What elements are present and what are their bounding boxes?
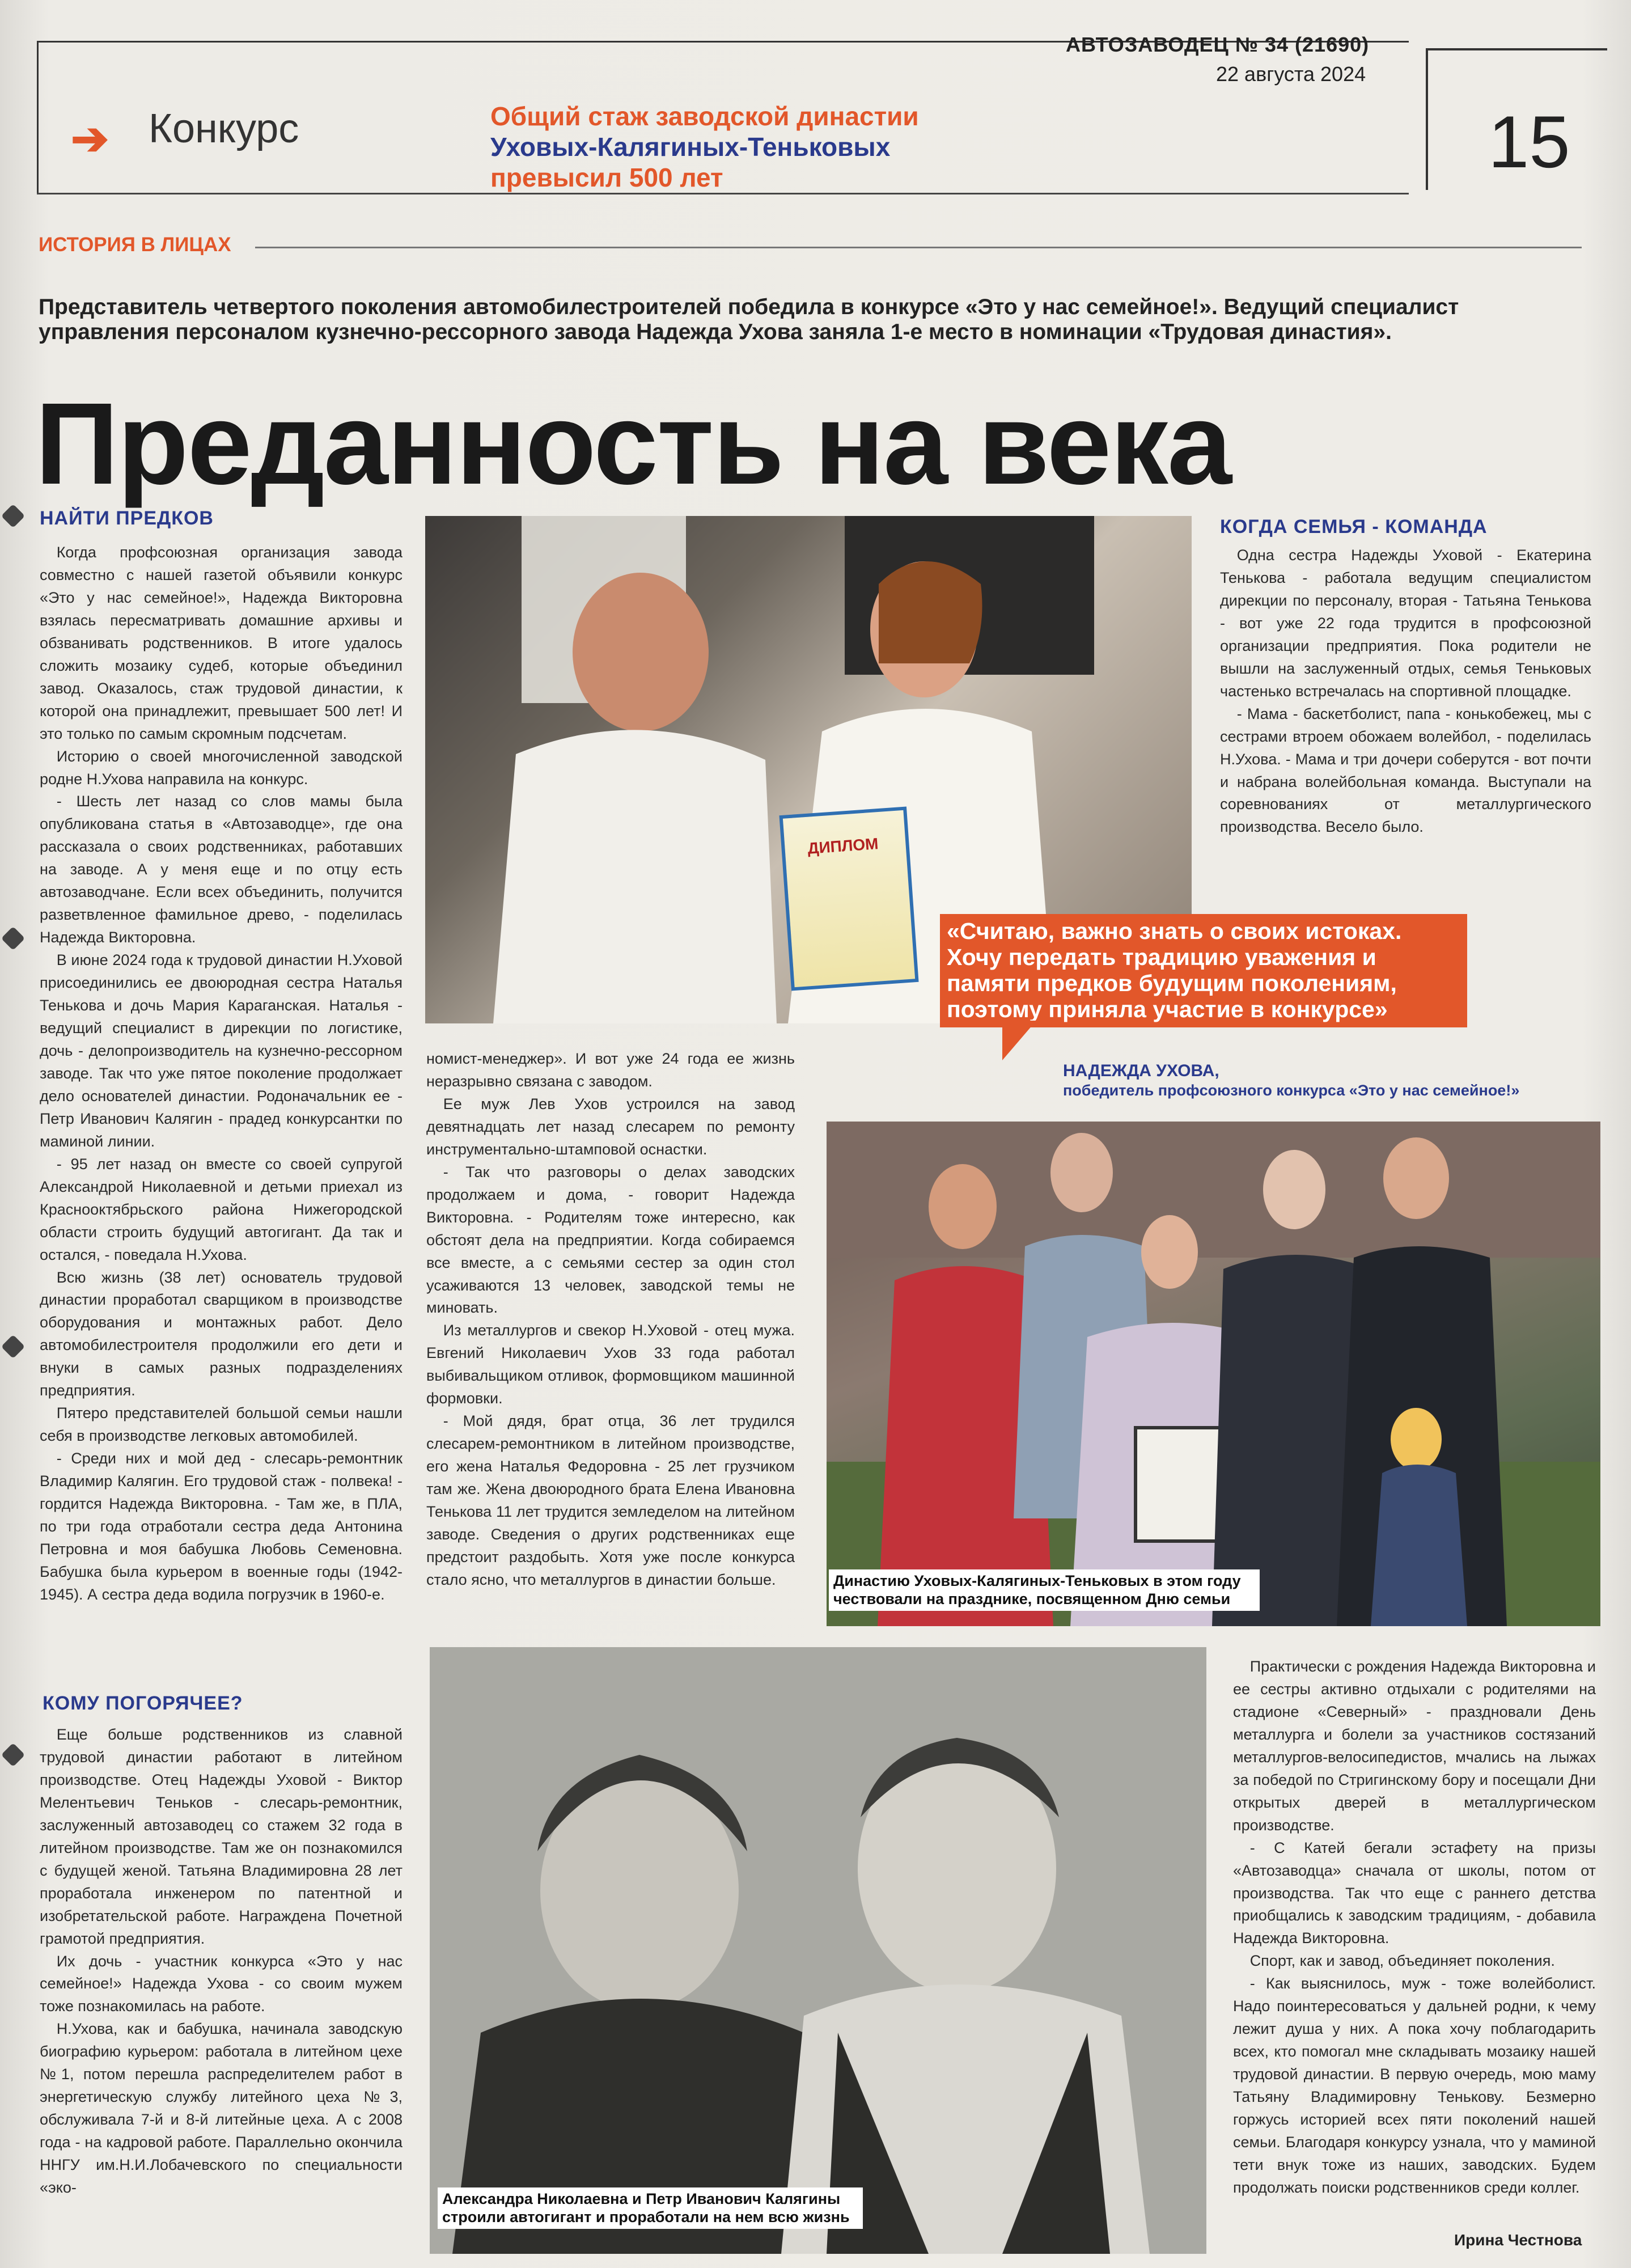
page-number: 15 bbox=[1488, 100, 1570, 183]
article-lead: Представитель четвертого поколения автомобилестроителей победила в конкурсе «Это у нас семейное!». Ведущий специалист управления персоналом кузнечно-рессорного завода Надежда Ухова заняла 1-е место в номинации «Трудовая династия». bbox=[39, 295, 1459, 345]
column-right bbox=[1220, 544, 1591, 839]
column-bottom-left bbox=[40, 1724, 403, 2199]
author-signature: Ирина Честнова bbox=[1454, 2231, 1582, 2249]
pull-quote: «Считаю, важно знать о своих истоках. Хочу передать традицию уважения и памяти предков будущим поколениям, поэтому приняла участие в конкурсе» bbox=[940, 914, 1467, 1027]
paragraph: Всю жизнь (38 лет) основатель трудовой династии проработал сварщиком в производстве оборудования и монтажных работ. Дело автомобилестроителя продолжили его дети и внуки в самых разных подразделениях предприятия. bbox=[40, 1268, 403, 1399]
archival-photo-illustration bbox=[430, 1647, 1206, 2254]
margin-bullet-icon bbox=[1, 1743, 25, 1767]
issue-number: АВТОЗАВОДЕЦ № 34 (21690) bbox=[1066, 33, 1370, 56]
paragraph: Практически с рождения Надежда Викторовна и ее сестры активно отдыхали с родителями на стадионе «Северный» - праздновали День металлурга и болели за участников состязаний металлургов-велосипедистов, мчались на лыжах за победой по Стригинскому бору и посещали Дни открытых дверей в металлургическом производстве. bbox=[1233, 1658, 1596, 1834]
column-middle bbox=[426, 1048, 795, 1592]
margin-bullet-icon bbox=[1, 504, 25, 528]
subhead-who-hotter: КОМУ ПОГОРЯЧЕЕ? bbox=[43, 1692, 243, 1714]
paragraph: - Как выяснилось, муж - тоже волейболист. Надо поинтересоваться у дальней родни, к чему лежит душа у них. А пока хочу поблагодарить всех, кто помогал мне складывать мозаику нашей трудовой династии. В первую очередь, мою маму Татьяну Владимировну Тенькову. Безмерно горжусь историей всех пяти поколений нашей семьи. Благодаря конкурсу узнала, что у маминой тети внук тоже из наших, заводских. Будем продолжать поиски родственников среди коллег. bbox=[1233, 1975, 1596, 2196]
paragraph: Из металлургов и свекор Н.Уховой - отец мужа. Евгений Николаевич Ухов 33 года работал выбивальщиком отливок, формовщиком машинной формовки. bbox=[426, 1322, 795, 1407]
column-bottom-right bbox=[1233, 1656, 1596, 2199]
arrow-right-icon: ➔ bbox=[71, 113, 109, 164]
quote-author: НАДЕЖДА УХОВА, bbox=[1063, 1061, 1219, 1080]
paragraph: - 95 лет назад он вместе со своей супругой Александрой Николаевной и детьми приехал из Краснооктябрьского района Нижегородской области строить будущий автогигант. Да так и остался, - поведала Н.Ухова. bbox=[40, 1155, 403, 1263]
quote-role: победитель профсоюзного конкурса «Это у нас семейное!» bbox=[1063, 1082, 1520, 1099]
article-title: Преданность на века bbox=[35, 379, 1231, 509]
diploma-label: ДИПЛОМ bbox=[807, 835, 879, 857]
paragraph: Спорт, как и завод, объединяет поколения. bbox=[1249, 1952, 1555, 1970]
column-left bbox=[40, 541, 403, 1606]
caption-archival-photo: Александра Николаевна и Петр Иванович Калягины строили автогигант и проработали на нем всю жизнь bbox=[438, 2187, 863, 2229]
header-headline-line-1: Общий стаж заводской династии bbox=[490, 101, 919, 131]
diploma-certificate bbox=[779, 807, 918, 991]
paragraph: номист-менеджер». И вот уже 24 года ее жизнь неразрывно связана с заводом. bbox=[426, 1050, 795, 1090]
paragraph: Пятеро представителей большой семьи нашли себя в производстве легковых автомобилей. bbox=[40, 1404, 403, 1445]
section-rule bbox=[255, 247, 1582, 248]
margin-bullet-icon bbox=[1, 1335, 25, 1359]
paragraph: - Мама - баскетболист, папа - конькобежец, мы с сестрами втроем обожаем волейбол, - поделилась Н.Ухова. - Мама и три дочери соберутся - вот почти и набрана волейбольная команда. Выступали на соревнованиях от металлургического производства. Весело было. bbox=[1220, 705, 1591, 836]
masthead-left-rule bbox=[37, 41, 39, 194]
paragraph: Их дочь - участник конкурса «Это у нас семейное!» Надежда Ухова - со своим мужем тоже познакомилась на работе. bbox=[40, 1952, 403, 2015]
section-tag: ИСТОРИЯ В ЛИЦАХ bbox=[39, 234, 231, 256]
paragraph: - Среди них и мой дед - слесарь-ремонтник Владимир Калягин. Его трудовой стаж - полвека! - гордится Надежда Викторовна. - Там же, в ПЛА, по три года отработали сестра деда Антонина Петровна и моя бабушка Любовь Семеновна. Бабушка была курьером в военные годы (1942-1945). А сестра деда водила погрузчик в 1960-е. bbox=[40, 1450, 403, 1603]
subhead-find-ancestors: НАЙТИ ПРЕДКОВ bbox=[40, 507, 214, 529]
rubric-label: Конкурс bbox=[149, 106, 299, 151]
caption-family-photo: Династию Уховых-Калягиных-Теньковых в этом году чествовали на празднике, посвященном Дню семьи bbox=[829, 1569, 1260, 1611]
photo-family-day bbox=[827, 1122, 1600, 1626]
margin-bullet-icon bbox=[1, 926, 25, 950]
paragraph: Когда профсоюзная организация завода совместно с нашей газетой объявили конкурс «Это у нас семейное!», Надежда Викторовна взялась пересматривать домашние архивы и обзванивать родственников. В итоге удалось сложить мозаику судеб, которые объединил завод. Оказалось, стаж трудовой династии, к которой она принадлежит, превышает 500 лет! И это только по самым скромным подсчетам. bbox=[40, 544, 403, 742]
paragraph: Еще больше родственников из славной трудовой династии работают в литейном производстве. Отец Надежды Уховой - Виктор Мелентьевич Теньков - слесарь-ремонтник, заслуженный автозаводец со стажем 32 года в литейном производстве. Там же он познакомился с будущей женой. Татьяна Владимировна 28 лет проработала инженером по патентной и изобретательской работе. Награждена Почетной грамотой предприятия. bbox=[40, 1726, 403, 1947]
paragraph: Н.Ухова, как и бабушка, начинала заводскую биографию курьером: работала в литейном цехе №1, потом перешла распределителем работ в энергетическую службу литейного цеха №3, обслуживала 7-й и 8-й литейные цеха. А с 2008 года - на кадровой работе. Параллельно окончила ННГУ им.Н.И.Лобачевского по специальности «эко- bbox=[40, 2020, 403, 2197]
header-headline-line-3: превысил 500 лет bbox=[490, 163, 723, 192]
header-headline-line-2: Уховых-Калягиных-Теньковых bbox=[490, 132, 891, 162]
paragraph: - С Катей бегали эстафету на призы «Автозаводца» сначала от школы, потом от производства. Так что еще с раннего детства приобщались к заводским традициям, - добавила Надежда Викторовна. bbox=[1233, 1839, 1596, 1947]
paragraph: В июне 2024 года к трудовой династии Н.Уховой присоединились ее двоюродная сестра Наталья Тенькова и дочь Мария Караганская. Наталья - ведущий специалист в дирекции по логистике, дочь - делопроизводитель на кузнечно-рессорном заводе. Так что уже пятое поколение продолжает дело основателей династии. Родоначальник ее - Петр Иванович Калягин - прадед конкурсантки по маминой линии. bbox=[40, 951, 403, 1150]
paragraph: - Шесть лет назад со слов мамы была опубликована статья в «Автозаводце», где она рассказала о своих родственниках, работавших на заводе. А у меня еще и по отцу есть автозаводчане. Если всех объединить, получится разветвленное фамильное древо, - поделилась Надежда Викторовна. bbox=[40, 793, 403, 946]
family-photo-illustration bbox=[827, 1122, 1600, 1626]
paragraph: - Так что разговоры о делах заводских продолжаем и дома, - говорит Надежда Викторовна. - Родителям тоже интересно, как обстоят дела на предприятии. Когда собираемся все вместе, а с семьями сестер за один стол усаживаются 13 человек, заводской темы не миновать. bbox=[426, 1163, 795, 1317]
issue-date: 22 августа 2024 bbox=[1216, 62, 1366, 86]
quote-tail-shape bbox=[1002, 1021, 1036, 1060]
paragraph: - Мой дядя, брат отца, 36 лет трудился слесарем-ремонтником в литейном производстве, его жена Наталья Федоровна - 25 лет грузчиком там же. Жена двоюродного брата Елена Ивановна Тенькова 11 лет трудится земледелом на литейном заводе. Сведения о других родственниках еще предстоит раздобыть. Хотя уже после конкурса стало ясно, что металлургов в династии больше. bbox=[426, 1412, 795, 1588]
photo-archival-couple bbox=[430, 1647, 1206, 2254]
paragraph: Ее муж Лев Ухов устроился на завод девятнадцать лет назад слесарем по ремонту инструментально-штамповой оснастки. bbox=[426, 1095, 795, 1158]
paragraph: Историю о своей многочисленной заводской родне Н.Ухова направила на конкурс. bbox=[40, 747, 403, 788]
subhead-family-team: КОГДА СЕМЬЯ - КОМАНДА bbox=[1220, 516, 1488, 538]
paragraph: Одна сестра Надежды Уховой - Екатерина Тенькова - работала ведущим специалистом дирекции по персоналу, вторая - Татьяна Тенькова - вот уже 22 года трудится в профсоюзной организации предприятия. Пока родители не вышли на заслуженный отдых, семья Теньковых частенько встречалась на спортивной площадке. bbox=[1220, 547, 1591, 700]
